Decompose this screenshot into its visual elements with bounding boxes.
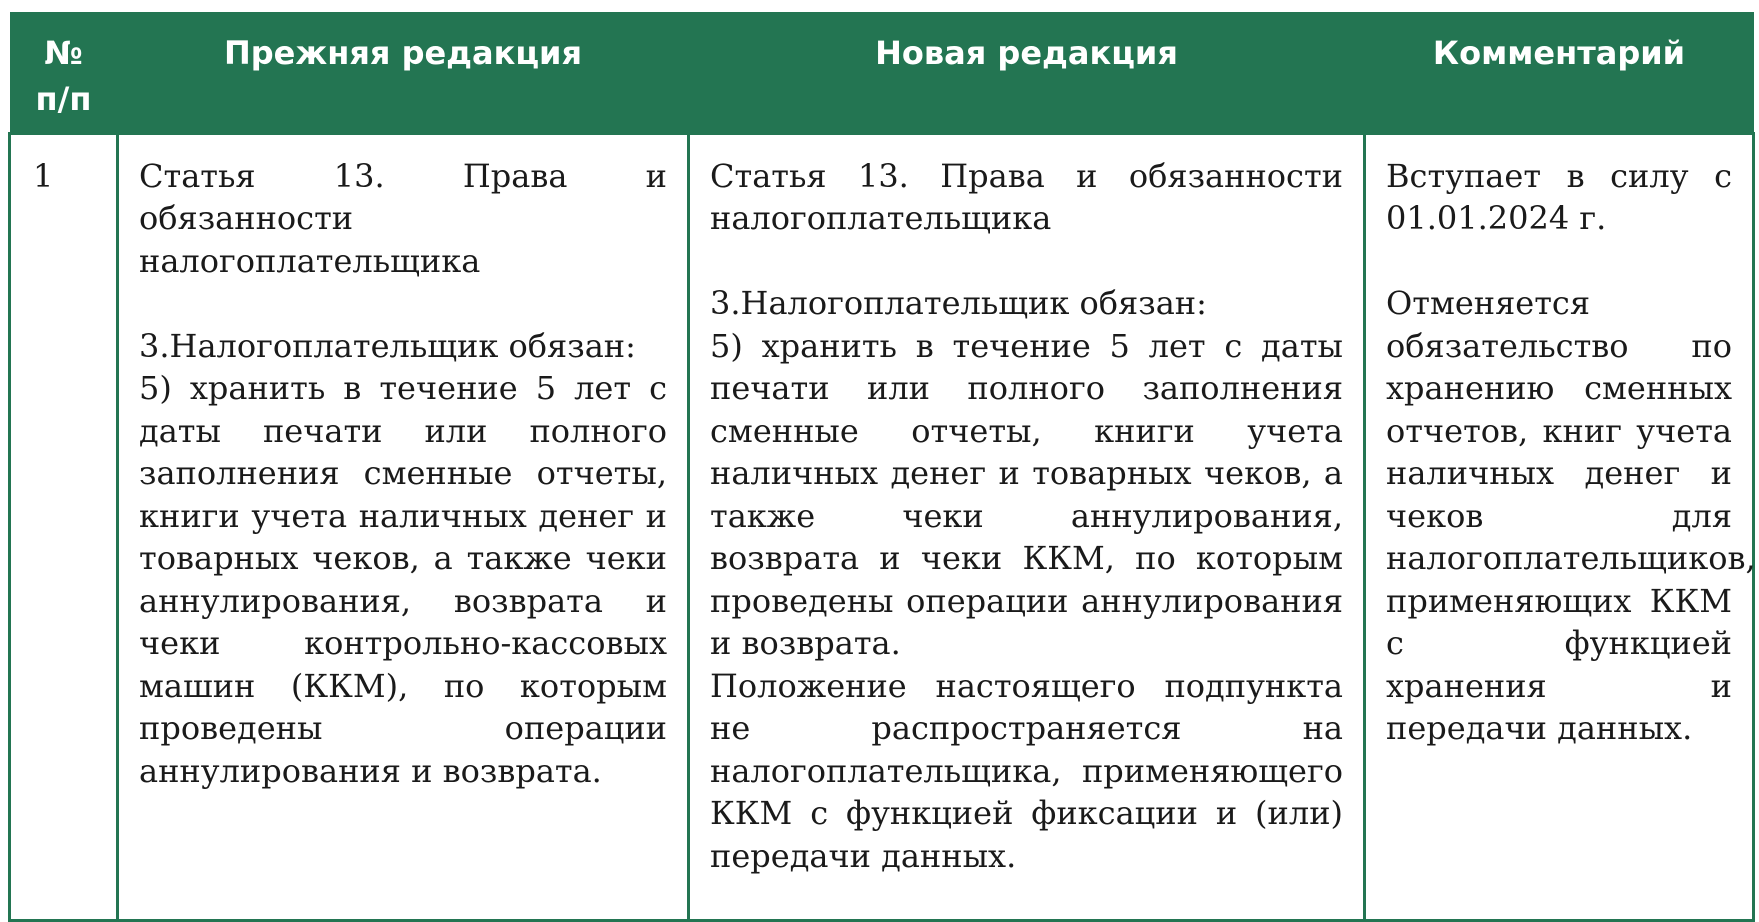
new-edition-title: Статья 13. Права и обязанности налогоплательщика xyxy=(710,156,1343,237)
comment-text: Отменяется обязательство по хранению сменных отчетов, книг учета наличных денег и чеков для налогоплательщиков, применяющих ККМ с функцией хранения и передачи данных. xyxy=(1386,284,1756,747)
header-number xyxy=(10,12,118,133)
header-row xyxy=(10,12,1754,133)
header-comment: Комментарий xyxy=(1365,12,1754,133)
header-number-label: № п/п xyxy=(35,34,92,118)
header-old-edition: Прежняя редакция xyxy=(118,12,689,133)
paragraph-gap xyxy=(710,240,1343,283)
old-edition-title: Статья 13. Права и обязанности налогоплательщика xyxy=(139,156,667,280)
old-edition-body: 3.Налогоплательщик обязан: 5) хранить в течение 5 лет с даты печати или полного заполнения сменные отчеты, книги учета наличных денег и товарных чеков, а также чеки аннулирования, возврата и чеки контрольно-кассовых машин (ККМ), по которым проведены операции аннулирования и возврата. xyxy=(139,326,667,790)
new-edition-cell xyxy=(689,133,1365,920)
paragraph-gap xyxy=(139,282,667,325)
table-body xyxy=(10,133,1754,920)
paragraph-gap xyxy=(1386,240,1732,283)
header-new-edition: Новая редакция xyxy=(689,12,1365,133)
row-number: 1 xyxy=(10,133,118,920)
comment-effective-date: Вступает в силу с 01.01.2024 г. xyxy=(1386,156,1732,237)
old-edition-cell xyxy=(118,133,689,920)
amendments-table xyxy=(8,12,1755,922)
table-header xyxy=(10,12,1754,133)
new-edition-body: 3.Налогоплательщик обязан: 5) хранить в течение 5 лет с даты печати или полного заполнения сменные отчеты, книги учета наличных денег и товарных чеков, а также чеки аннулирования, возврата и чеки ККМ, по которым проведены операции аннулирования и возврата. Положение настоящего подпункта не распространяется на налогоплательщика, применяющего ККМ с функцией фиксации и (или) передачи данных. xyxy=(710,284,1343,875)
comment-cell xyxy=(1365,133,1754,920)
table-row xyxy=(10,133,1754,920)
